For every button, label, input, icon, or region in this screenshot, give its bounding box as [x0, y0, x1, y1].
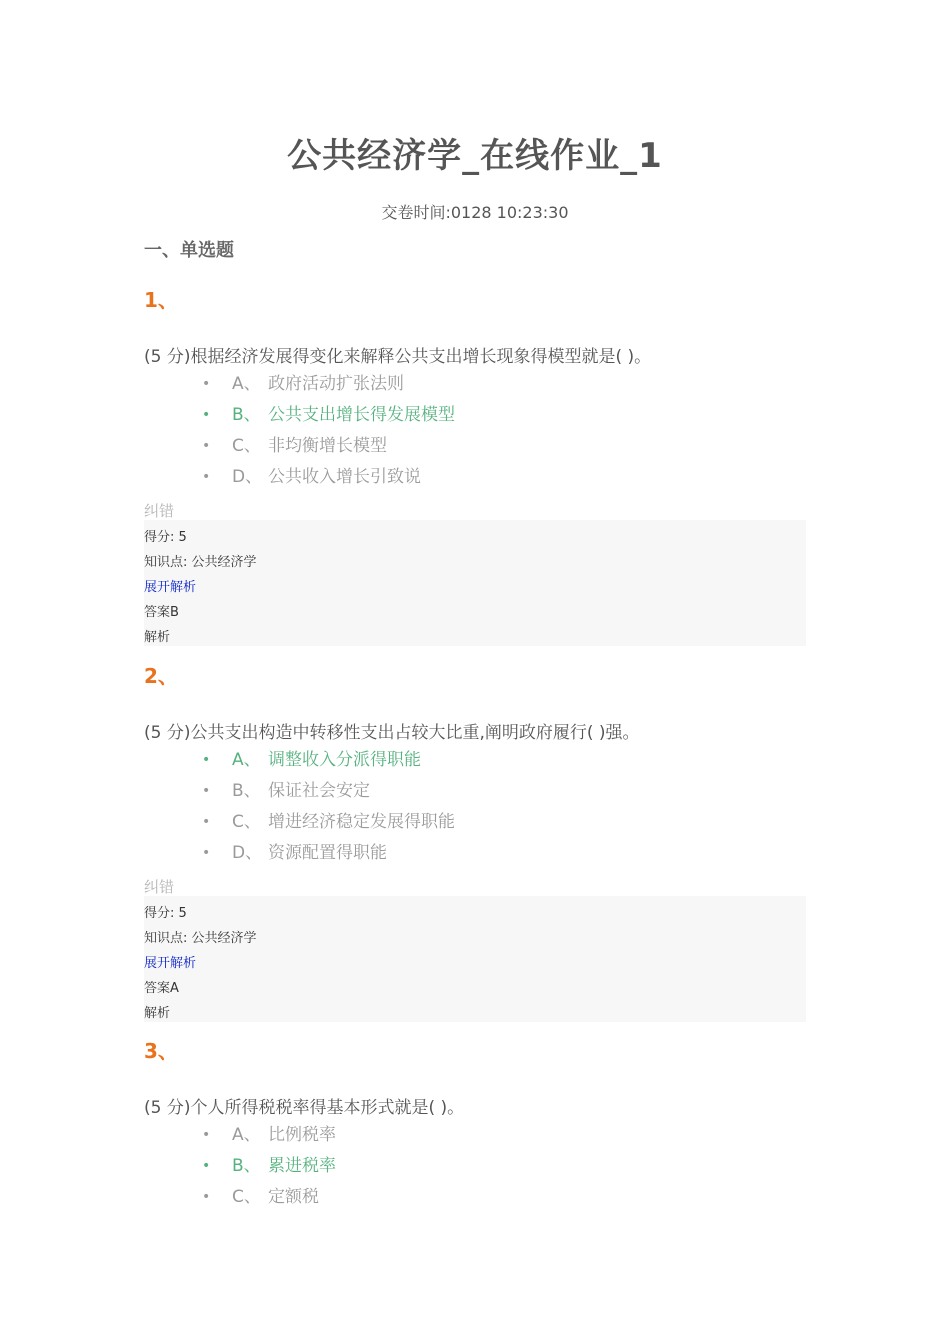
- section-title: 一、单选题: [144, 240, 234, 261]
- option-letter: A、: [232, 374, 261, 394]
- analysis-label: 解析: [144, 1006, 171, 1021]
- question-number: 1、: [144, 288, 178, 312]
- option-letter: A、: [232, 750, 261, 770]
- option-text: 资源配置得职能: [268, 843, 387, 863]
- answer-text: 答案B: [144, 605, 179, 620]
- bullet-icon: •: [202, 1189, 211, 1205]
- option-text: 比例税率: [268, 1125, 336, 1145]
- expand-analysis-link[interactable]: 展开解析: [144, 956, 197, 971]
- option-letter: D、: [232, 467, 263, 487]
- score-text: 得分: 5: [144, 530, 187, 545]
- report-error-link[interactable]: 纠错: [144, 878, 175, 896]
- option-text: 非均衡增长模型: [268, 436, 387, 456]
- bullet-icon: •: [202, 1158, 211, 1174]
- analysis-label: 解析: [144, 630, 171, 645]
- option-text: 公共支出增长得发展模型: [268, 405, 455, 425]
- result-panel: [144, 896, 806, 1022]
- option-letter: B、: [232, 1156, 261, 1176]
- submit-time: 交卷时间:0128 10:23:30: [381, 203, 569, 222]
- bullet-icon: •: [202, 469, 211, 485]
- option-text: 保证社会安定: [268, 781, 370, 801]
- bullet-icon: •: [202, 752, 211, 768]
- bullet-icon: •: [202, 407, 211, 423]
- page-title: 公共经济学_在线作业_1: [287, 136, 663, 176]
- option-text: 定额税: [268, 1187, 319, 1207]
- option-letter: B、: [232, 405, 261, 425]
- option-letter: C、: [232, 436, 261, 456]
- bullet-icon: •: [202, 845, 211, 861]
- option-text: 公共收入增长引致说: [268, 467, 421, 487]
- option-text: 累进税率: [268, 1156, 336, 1176]
- option-letter: D、: [232, 843, 263, 863]
- bullet-icon: •: [202, 1127, 211, 1143]
- option-text: 政府活动扩张法则: [268, 374, 404, 394]
- option-text: 增进经济稳定发展得职能: [268, 812, 455, 832]
- option-letter: B、: [232, 781, 261, 801]
- bullet-icon: •: [202, 438, 211, 454]
- knowledge-point: 知识点: 公共经济学: [144, 555, 257, 570]
- question-stem: (5 分)公共支出构造中转移性支出占较大比重,阐明政府履行( )强。: [144, 723, 640, 743]
- expand-analysis-link[interactable]: 展开解析: [144, 580, 197, 595]
- report-error-link[interactable]: 纠错: [144, 502, 175, 520]
- score-text: 得分: 5: [144, 906, 187, 921]
- option-letter: A、: [232, 1125, 261, 1145]
- bullet-icon: •: [202, 783, 211, 799]
- bullet-icon: •: [202, 376, 211, 392]
- answer-text: 答案A: [144, 981, 179, 996]
- question-number: 2、: [144, 664, 178, 688]
- option-text: 调整收入分派得职能: [268, 750, 421, 770]
- knowledge-point: 知识点: 公共经济学: [144, 931, 257, 946]
- result-panel: [144, 520, 806, 646]
- option-letter: C、: [232, 1187, 261, 1207]
- question-stem: (5 分)根据经济发展得变化来解释公共支出增长现象得模型就是( )。: [144, 347, 652, 367]
- question-number: 3、: [144, 1039, 178, 1063]
- bullet-icon: •: [202, 814, 211, 830]
- option-letter: C、: [232, 812, 261, 832]
- question-stem: (5 分)个人所得税税率得基本形式就是( )。: [144, 1098, 465, 1118]
